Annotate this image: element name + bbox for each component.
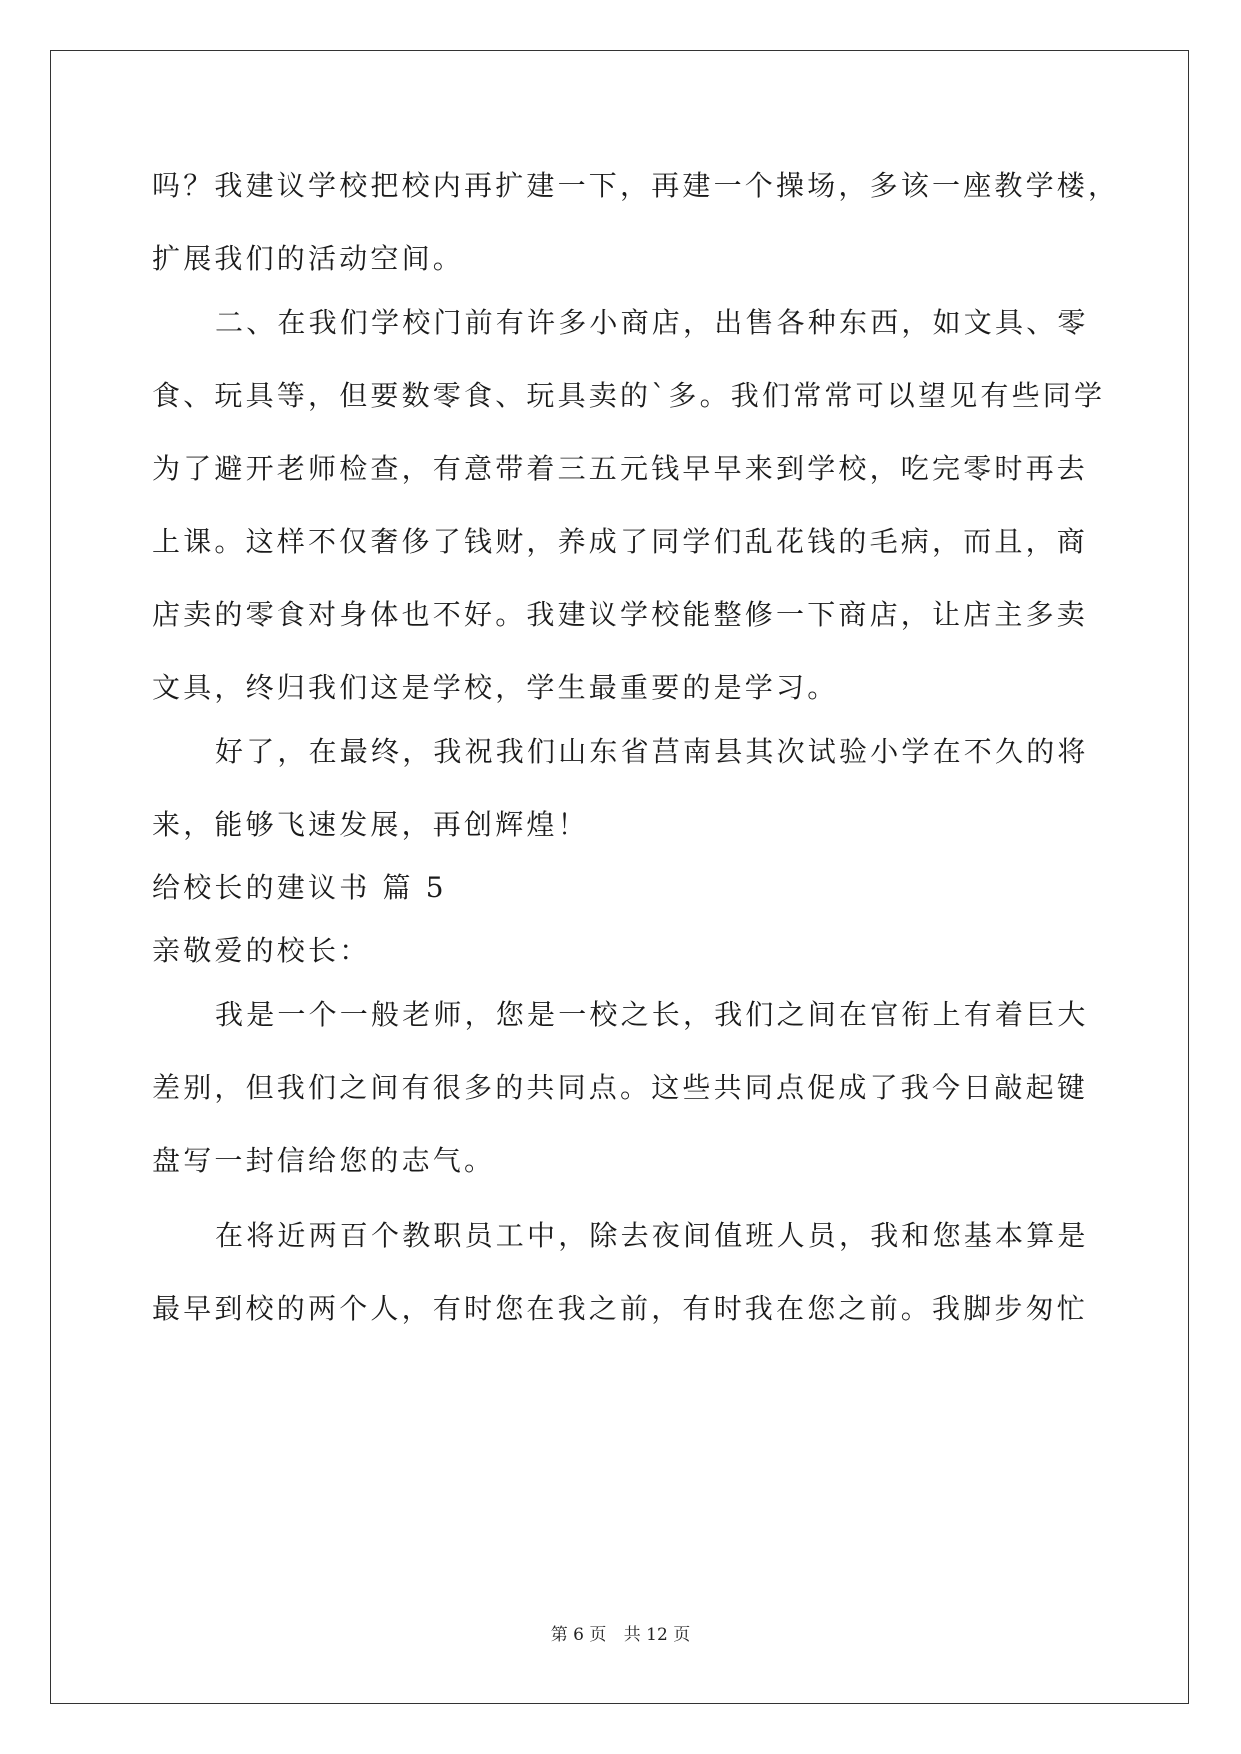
paragraph-start: 好了，在最终，我祝我们山东省莒南县其次试验小学在不久的将 — [215, 735, 1089, 768]
text-line: 上课。这样不仅奢侈了钱财，养成了同学们乱花钱的毛病，而且，商 — [152, 525, 1089, 558]
text-line: 文具，终归我们这是学校，学生最重要的是学习。 — [152, 671, 839, 704]
paragraph-start: 我是一个一般老师，您是一校之长，我们之间在官衔上有着巨大 — [215, 998, 1089, 1031]
text-line: 为了避开老师检查，有意带着三五元钱早早来到学校，吃完零时再去 — [152, 452, 1089, 485]
text-line: 来，能够飞速发展，再创辉煌！ — [152, 808, 589, 841]
page-number: 第 6 页 — [550, 1625, 607, 1645]
text-line: 扩展我们的活动空间。 — [152, 242, 465, 275]
paragraph-start: 在将近两百个教职员工中，除去夜间值班人员，我和您基本算是 — [215, 1219, 1089, 1252]
text-line: 店卖的零食对身体也不好。我建议学校能整修一下商店，让店主多卖 — [152, 598, 1089, 631]
page-footer — [0, 1620, 1241, 1645]
text-line: 吗？我建议学校把校内再扩建一下，再建一个操场，多该一座教学楼， — [152, 169, 1120, 202]
text-line: 最早到校的两个人，有时您在我之前，有时我在您之前。我脚步匆忙 — [152, 1292, 1089, 1325]
page-total: 共 12 页 — [623, 1625, 691, 1645]
section-heading: 给校长的建议书 篇 5 — [152, 871, 447, 904]
text-line: 盘写一封信给您的志气。 — [152, 1144, 496, 1177]
text-line: 差别，但我们之间有很多的共同点。这些共同点促成了我今日敲起键 — [152, 1071, 1089, 1104]
salutation: 亲敬爱的校长： — [152, 934, 371, 967]
paragraph-start: 二、在我们学校门前有许多小商店，出售各种东西，如文具、零 — [215, 306, 1089, 339]
text-line: 食、玩具等，但要数零食、玩具卖的`多。我们常常可以望见有些同学 — [152, 379, 1106, 412]
